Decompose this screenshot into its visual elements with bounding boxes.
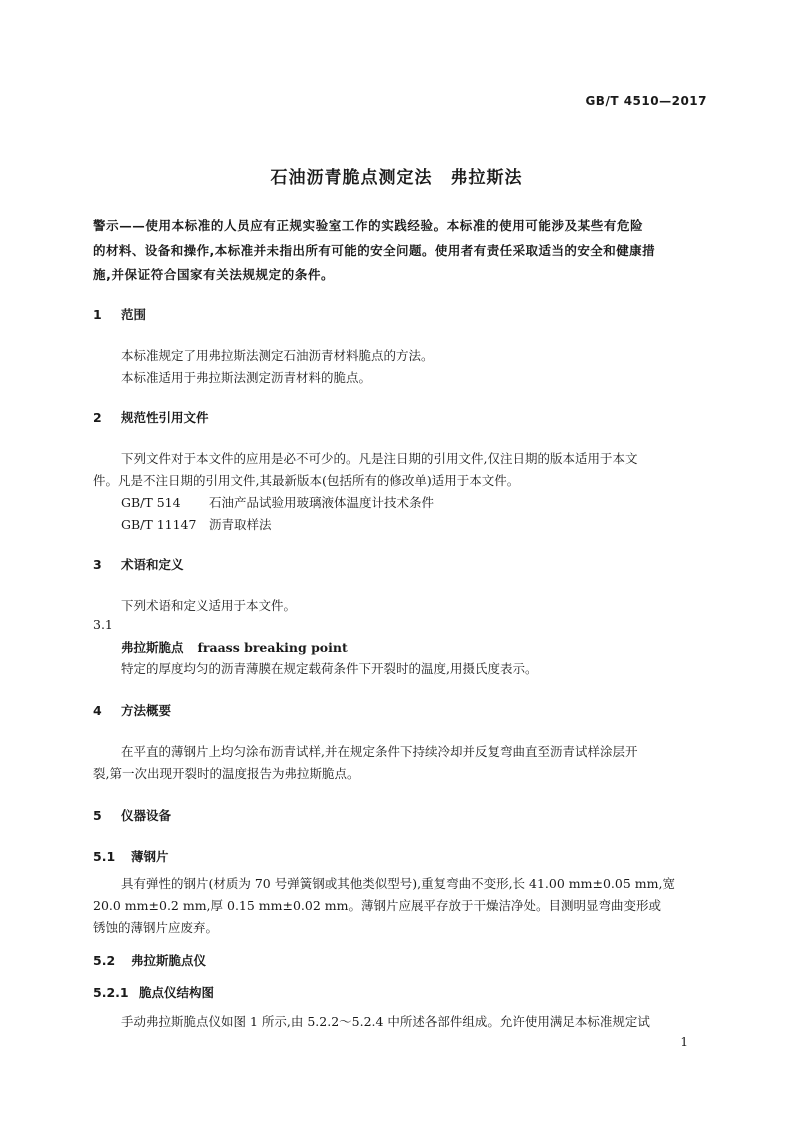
section-5-1-heading xyxy=(93,847,169,865)
section-title: 仪器设备 xyxy=(121,808,172,823)
warning-line-2: 的材料、设备和操作,本标准并未指出所有可能的安全问题。使用者有责任采取适当的安全和健康措 xyxy=(93,243,656,258)
section-4-paragraph-line-2: 裂,第一次出现开裂时的温度报告为弗拉斯脆点。 xyxy=(93,766,360,781)
section-4-heading xyxy=(93,701,171,719)
section-number: 3 xyxy=(93,557,102,572)
section-4-paragraph-line-1: 在平直的薄钢片上均匀涂布沥青试样,并在规定条件下持续冷却并反复弯曲直至沥青试样涂层开 xyxy=(121,744,638,759)
page-number: 1 xyxy=(680,1035,688,1049)
section-1-paragraph-2: 本标准适用于弗拉斯法测定沥青材料的脆点。 xyxy=(121,370,372,385)
term-en: fraass breaking point xyxy=(197,640,348,655)
section-number: 1 xyxy=(93,307,102,322)
section-number: 5.1 xyxy=(93,849,116,864)
reference-code: GB/T 11147 xyxy=(121,517,197,532)
section-2-heading xyxy=(93,408,209,426)
section-title: 方法概要 xyxy=(121,703,172,718)
section-2-paragraph-line-2: 件。凡是不注日期的引用文件,其最新版本(包括所有的修改单)适用于本文件。 xyxy=(93,473,520,488)
section-title: 薄钢片 xyxy=(131,849,169,864)
section-1-paragraph-1: 本标准规定了用弗拉斯法测定石油沥青材料脆点的方法。 xyxy=(121,348,434,363)
warning-line-3: 施,并保证符合国家有关法规规定的条件。 xyxy=(93,267,335,282)
section-number: 4 xyxy=(93,703,102,718)
section-3-heading xyxy=(93,555,184,573)
term-number: 3.1 xyxy=(93,617,113,632)
term-zh: 弗拉斯脆点 xyxy=(121,640,184,655)
section-3-paragraph: 下列术语和定义适用于本文件。 xyxy=(121,598,297,613)
section-number: 5 xyxy=(93,808,102,823)
section-2-paragraph-line-1: 下列文件对于本文件的应用是必不可少的。凡是注日期的引用文件,仅注日期的版本适用于本文 xyxy=(121,451,638,466)
section-5-1-line-3: 锈蚀的薄钢片应废弃。 xyxy=(93,920,219,935)
section-5-2-1-line-1: 手动弗拉斯脆点仪如图 1 所示,由 5.2.2～5.2.4 中所述各部件组成。允许使用满足本标准规定试 xyxy=(121,1014,650,1029)
reference-title: 沥青取样法 xyxy=(209,517,272,532)
warning-line-1: 警示——使用本标准的人员应有正规实验室工作的实践经验。本标准的使用可能涉及某些有危险 xyxy=(93,218,644,233)
section-title: 弗拉斯脆点仪 xyxy=(131,953,207,968)
section-title: 脆点仪结构图 xyxy=(139,985,215,1000)
section-number: 5.2 xyxy=(93,953,116,968)
section-number: 5.2.1 xyxy=(93,985,129,1000)
reference-item xyxy=(121,515,272,533)
reference-item xyxy=(121,493,434,511)
term-heading xyxy=(121,638,348,656)
section-5-1-line-1: 具有弹性的钢片(材质为 70 号弹簧钢或其他类似型号),重复弯曲不变形,长 41.00 mm±0.05 mm,宽 xyxy=(121,876,675,891)
section-title: 术语和定义 xyxy=(121,557,184,572)
section-5-1-line-2: 20.0 mm±0.2 mm,厚 0.15 mm±0.02 mm。薄钢片应展平存放于干燥洁净处。目测明显弯曲变形或 xyxy=(93,898,661,913)
term-definition: 特定的厚度均匀的沥青薄膜在规定载荷条件下开裂时的温度,用摄氏度表示。 xyxy=(121,661,538,676)
page-title: 石油沥青脆点测定法 弗拉斯法 xyxy=(270,168,523,188)
section-title: 规范性引用文件 xyxy=(121,410,209,425)
standard-code: GB/T 4510—2017 xyxy=(585,94,707,108)
section-5-heading xyxy=(93,806,171,824)
section-title: 范围 xyxy=(121,307,147,322)
section-number: 2 xyxy=(93,410,102,425)
reference-code: GB/T 514 xyxy=(121,495,181,510)
section-5-2-1-heading xyxy=(93,983,214,1001)
section-1-heading xyxy=(93,305,146,323)
reference-title: 石油产品试验用玻璃液体温度计技术条件 xyxy=(209,495,435,510)
section-5-2-heading xyxy=(93,951,206,969)
